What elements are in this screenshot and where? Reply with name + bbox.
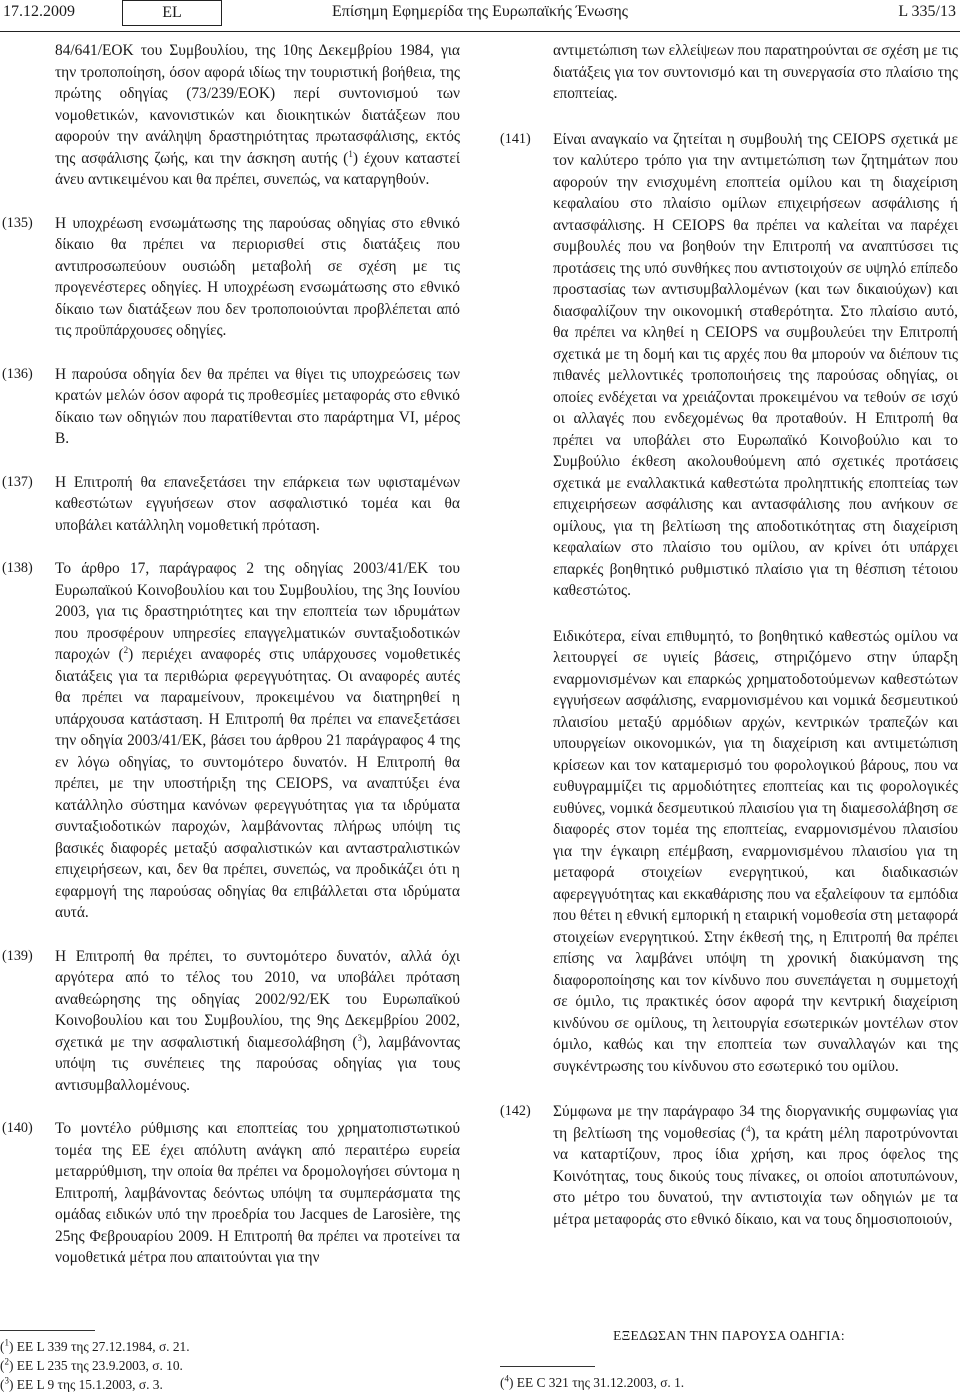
footnote: ($^4$) ΕΕ C 321 της 31.12.2003, σ. 1. (500, 1373, 685, 1390)
footnotes-left (0, 1337, 480, 1394)
journal-title: Επίσημη Εφημερίδα της Ευρωπαϊκής Ένωσης (331, 3, 629, 20)
paragraph-140-continuation: αντιμετώπιση των ελλείψεων που παρατηρούνται σε σχέση με τις διατάξεις για τον συντονισμό και τη συνεργασία στο πλαίσιο της εποπτείας. (553, 42, 958, 102)
footnotes-right (500, 1373, 940, 1392)
left-column (2, 40, 460, 1269)
footnote: ($^3$) ΕΕ L 9 της 15.1.2003, σ. 3. (0, 1375, 163, 1392)
paragraph-138: (138) Το άρθρο 17, παράγραφος 2 της οδηγίας 2003/41/ΕΚ του Ευρωπαϊκού Κοινοβουλίου και του Συμβουλίου, της 3ης Ιουνίου 2003, για τις δραστηριότητες και την εποπτεία των ιδρυμάτων που προσφέρουν υπηρεσίες επαγγελματικών συνταξιοδοτικών παροχών ($^2$) περιέχει αναφορές στις υπάρχουσες νομοθετικές διατάξεις για τα περιθώρια φερεγγυότητας. Οι αναφορές αυτές θα πρέπει να παραμείνουν, προκειμένου να διατηρηθεί η υπάρχουσα κατάσταση. Η Επιτροπή θα πρέπει να επανεξετάσει την οδηγία 2003/41/ΕΚ, βάσει του άρθρου 21 παράγραφος 4 της εν λόγω οδηγίας, το συντομότερο δυνατόν. Η Επιτροπή θα πρέπει, με την υποστήριξη της CEIOPS, να αναπτύξει ένα κατάλληλο σύστημα κανόνων φερεγγυότητας για τα ιδρύματα συνταξιοδοτικών παροχών, λαμβάνοντας πλήρως υπόψη τις βασικές διαφορές μεταξύ ασφαλιστικών και ανταστραλιστικών επιχειρήσεων, και, δεν θα πρέπει, συνεπώς, να προδικάζει ότι η εφαρμογή της παρούσας οδηγίας θα επιβάλλεται στα ιδρύματα αυτά. (2, 560, 460, 921)
footnote-ref: 3 (357, 1032, 363, 1043)
paragraph-137: (137) Η Επιτροπή θα επανεξετάσει την επάρκεια των υφισταμένων καθεστώτων εγγυήσεων στον ασφαλιστικό τομέα και θα υποβάλει κατάλληλη νομοθετική πρόταση. (2, 473, 460, 534)
footnote-rule (0, 1330, 95, 1331)
footnote: ($^2$) ΕΕ L 235 της 23.9.2003, σ. 10. (0, 1356, 183, 1373)
language-code-box: EL (122, 0, 222, 26)
enacting-formula: ΕΞΕΔΩΣΑΝ ΤΗΝ ΠΑΡΟΥΣΑ ΟΔΗΓΙΑ: (613, 1328, 845, 1343)
page-number: L 335/13 (898, 3, 956, 20)
paragraph-number: (138) (2, 560, 33, 576)
footnote-rule (500, 1366, 595, 1367)
footnote-ref: 4 (746, 1123, 751, 1134)
paragraph-136: (136) Η παρούσα οδηγία δεν θα πρέπει να θίγει τις υποχρεώσεις των κρατών μελών όσον αφορά τις προθεσμίες μεταφοράς στο εθνικό δίκαιο των οδηγιών που παρατίθενται στο παράρτημα VI, μέρος B. (2, 365, 460, 447)
paragraph-number: (136) (2, 365, 33, 382)
paragraph-number: (142) (500, 1103, 531, 1119)
footnote-ref: 1 (348, 148, 353, 159)
paragraph-134-continuation: 84/641/ΕΟΚ του Συμβουλίου, της 10ης Δεκεμβρίου 1984, για την τροποποίηση, όσον αφορά ιδίως την τουριστική βοήθεια, της πρώτης οδηγίας (73/239/ΕΟΚ) περί συντονισμού των νομοθετικών, κανονιστικών και διοικητικών διατάξεων που αφορούν την ανάληψη δραστηριότητας πρωτασφάλισης, εκτός της ασφάλισης ζωής, και την άσκηση αυτής ($^1$) έχουν καταστεί άνευ αντικειμένου και θα πρέπει, συνεπώς, να καταργηθούν. (55, 42, 460, 188)
paragraph-number: (141) (500, 130, 531, 147)
paragraph-135: (135) Η υποχρέωση ενσωμάτωσης της παρούσας οδηγίας στο εθνικό δίκαιο θα πρέπει να περιορισθεί στις διατάξεις που αντιπροσωπεύουν ουσιώδη μεταβολή σε σχέση με τις προγενέστερες οδηγίες. Η υποχρέωση ενσωμάτωσης στο εθνικό δίκαιο των διατάξεων που δεν τροποποιούνται προβλέπεται από τις προϋπάρχουσες οδηγίες. (2, 214, 460, 339)
page-header (0, 0, 960, 28)
paragraph-number: (135) (2, 214, 33, 231)
paragraph-139: (139) Η Επιτροπή θα πρέπει, το συντομότερο δυνατόν, αλλά όχι αργότερα από το τέλος του 2010, να υποβάλει πρόταση αναθεώρησης της οδηγίας 2002/92/ΕΚ του Ευρωπαϊκού Κοινοβουλίου και του Συμβουλίου, της 9ης Δεκεμβρίου 2002, σχετικά με την ασφαλιστική διαμεσολάβηση ($^3$), λαμβάνοντας υπόψη τις συνέπειες της παρούσας οδηγίας για τους αντισυμβαλλομένους. (2, 947, 460, 1094)
paragraph-141-second-part: Ειδικότερα, είναι επιθυμητό, το βοηθητικό καθεστώς ομίλου να λειτουργεί σε υγιείς βάσεις, στηριζόμενο στην ύπαρξη εναρμονισμένων και επαρκώς χρηματοδοτούμενων καθεστώτων εγγυήσεων ασφάλισης, εναρμονισμένου και νομικά δεσμευτικού πλαισίου μεταξύ αρμόδιων αρχών, κεντρικών τραπεζών και υπουργείων οικονομικών, για τη διαχείριση και αντιμετώπιση κρίσεων και τον καταμερισμό του φορολογικού βάρους, που να ευθυγραμμίζει τις αρμοδιότητες εποπτείας και τις φορολογικές ευθύνες, νομικά δεσμευτικού πλαισίου για τη διαμεσολάβηση σε διαφορές στον τομέα της εποπτείας, εναρμονισμένου πλαισίου για την έγκαιρη επέμβαση, εναρμονισμένου πλαισίου για τη μεταφορά στοιχείων ενεργητικού, και διαδικασιών αφερεγγυότητας και εκκαθάρισης που να εξαλείφουν τα εμπόδια που θέτει η εθνική εμπορική η εταιρική νομοθεσία στη μεταφορά στοιχείων ενεργητικού. Στην έκθεσή της, η Επιτροπή θα πρέπει επίσης να λαμβάνει υπόψη τη χρονική διακύμανση της διαφοροποίησης και τον κίνδυνο που συνεπάγεται η συμμετοχή σε όμιλο, τις πρακτικές όσον αφορά την κεντρική διαχείριση κινδύνου σε ομίλους, τη λειτουργία εσωτερικών μοντέλων στον όμιλο, καθώς και την εποπτεία των συναλλαγών και της συγκέντρωσης του κίνδυνου στο εσωτερικό του ομίλου. (553, 627, 958, 1075)
header-rule (0, 31, 960, 32)
paragraph-140: (140) Το μοντέλο ρύθμισης και εποπτείας του χρηματοπιστωτικού τομέα της ΕΕ έχει απόλυτη ανάγκη από περαιτέρω ευρεία μεταρρύθμιση, την οποία θα πρέπει να δρομολογήσει σύντομα η Επιτροπή, λαμβάνοντας δεόντως υπόψη τα συμπεράσματα της ομάδας ειδικών υπό την προεδρία του Jacques de Larosière, της 25ης Φεβρουαρίου 2009. Η Επιτροπή θα πρέπει να προτείνει τα νομοθετικά μέτρα που απαιτούνται για την (2, 1120, 460, 1266)
paragraph-141: (141) Είναι αναγκαίο να ζητείται η συμβουλή της CEIOPS σχετικά με τον καλύτερο τρόπο για την αντιμετώπιση των ζητημάτων που αφορούν την ενισχυμένη εποπτεία ομίλου και τη διαχείριση κεφαλαίου στο πλαίσιο ομίλων επιχειρήσεων ασφάλισης ή αντασφάλισης. Η CEIOPS θα πρέπει να καλείται να παρέχει συμβουλές που να βοηθούν την Επιτροπή να αναπτύσσει τις προτάσεις της υπό συνθήκες που αντιστοιχούν σε υψηλό επίπεδο προστασίας των αντισυμβαλλομένων (και των δικαιούχων) και διασφαλίζουν την οικονομική σταθερότητα. Στο πλαίσιο αυτό, θα πρέπει να κληθεί η CEIOPS να συμβουλεύει την Επιτροπή σχετικά με τη δομή και τις αρχές που θα μπορούν να διέπουν τις πιθανές μελλοντικές τροποποιήσεις της παρούσας οδηγίας, οι οποίες ενδέχεται να χρειάζονται προκειμένου να τεθούν σε ισχύ οι αλλαγές που ενδεχομένως θα προταθούν. Η Επιτροπή θα πρέπει να υποβάλει στο Ευρωπαϊκό Κοινοβούλιο και το Συμβούλιο έκθεση ακολουθούμενη από σχετικές προτάσεις σχετικά με εναλλακτικά καθεστώτα προληπτικής εποπτείας των επιχειρήσεων ασφάλισης και αντασφάλισης που ανήκουν σε ομίλους, για τη βελτίωση της αποδοτικότητας στη διαχείριση κεφαλαίων στο πλαίσιο του ομίλου, αν κρίνει ότι υπάρχει επαρκές βοηθητικό ρυθμιστικό πλαίσιο για τη θέσπιση τέτοιου καθεστώτος. (500, 130, 958, 599)
publication-date: 17.12.2009 (3, 3, 75, 20)
paragraph-142: (142) Σύμφωνα με την παράγραφο 34 της διοργανικής συμφωνίας για τη βελτίωση της νομοθεσίας ($^4$), τα κράτη μέλη παροτρύνονται να καταρτίζουν, προς ίδια χρήση, και προς όφελος της Κοινότητας, τους δικούς τους πίνακες, οι οποίοι αποτυπώνουν, στο μέτρο του δυνατού, την αντιστοιχία των οδηγιών με τα μέτρα μεταφοράς στο εθνικό δίκαιο, και να τους δημοσιοποιούν, (500, 1103, 958, 1228)
right-column (500, 40, 958, 1230)
paragraph-number: (139) (2, 947, 33, 964)
paragraph-number: (137) (2, 473, 33, 490)
paragraph-number: (140) (2, 1120, 33, 1136)
footnote: ($^1$) ΕΕ L 339 της 27.12.1984, σ. 21. (0, 1337, 190, 1354)
footnote-ref: 2 (123, 644, 129, 655)
